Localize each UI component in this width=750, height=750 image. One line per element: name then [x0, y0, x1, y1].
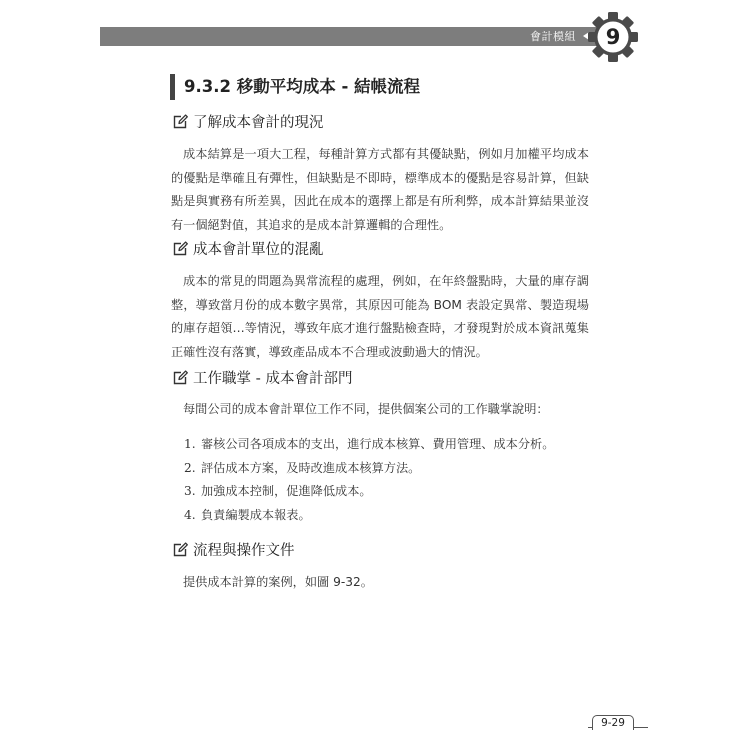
- list-item: [184, 433, 554, 457]
- paragraph-line: 有一個絕對值，其追求的是成本計算邏輯的合理性。: [171, 217, 452, 232]
- subheading-label: 了解成本會計的現況: [193, 115, 324, 131]
- paragraph-process-docs: [171, 571, 589, 595]
- edit-icon: [172, 370, 188, 386]
- header-bar: [100, 27, 598, 46]
- edit-icon: [172, 114, 188, 130]
- list-number: 2.: [184, 460, 196, 475]
- paragraph-line: 成本的常見的問題為異常流程的處理，例如，在年終盤點時，大量的庫存調: [183, 274, 589, 288]
- list-number: 1.: [184, 437, 196, 451]
- subheading-job-duties: [172, 369, 352, 389]
- list-text: 審核公司各項成本的支出，進行成本核算、費用管理、成本分析。: [201, 437, 555, 451]
- module-label: 會計模組: [530, 30, 576, 43]
- paragraph-line: 點是與實務有所差異，因此在成本的選擇上都是有所利弊，成本計算結果並沒: [171, 194, 589, 208]
- subheading-label: 流程與操作文件: [193, 543, 295, 559]
- subheading-label: 成本會計單位的混亂: [193, 242, 324, 258]
- list-text: 加強成本控制，促進降低成本。: [201, 484, 372, 498]
- paragraph-line: 成本結算是一項大工程，每種計算方式都有其優缺點，例如月加權平均成本: [183, 147, 589, 161]
- paragraph-line: 提供成本計算的案例，如圖 9-32。: [183, 575, 373, 589]
- edit-icon: [172, 542, 188, 558]
- paragraph-line: 整，導致當月份的成本數字異常，其原因可能為 BOM 表設定異常、製造現場: [171, 297, 589, 312]
- subheading-process-docs: [172, 541, 295, 561]
- paragraph-line: 每間公司的成本會計單位工作不同，提供個案公司的工作職掌說明：: [183, 402, 549, 416]
- list-number: 3.: [184, 484, 196, 498]
- list-item: [184, 504, 554, 528]
- subheading-current-status: [172, 113, 324, 133]
- list-item: [184, 457, 554, 481]
- list-number: 4.: [184, 507, 196, 522]
- paragraph-line: 正確性沒有落實，導致產品成本不合理或波動過大的情況。: [171, 344, 488, 359]
- list-text: 評估成本方案，及時改進成本核算方法。: [201, 460, 421, 475]
- edit-icon: [172, 241, 188, 257]
- paragraph-line: 的庫存超領…等情況，導致年底才進行盤點檢查時，才發現對於成本資訊蒐集: [171, 321, 589, 335]
- subheading-label: 工作職掌 - 成本會計部門: [193, 371, 353, 387]
- paragraph-job-duties-intro: [171, 398, 589, 422]
- chapter-number: 9: [605, 25, 621, 49]
- paragraph-line: 的優點是準確且有彈性，但缺點是不即時，標準成本的優點是容易計算，但缺: [171, 170, 589, 185]
- page-number: 9-29: [592, 715, 634, 730]
- subheading-unit-confusion: [172, 240, 324, 260]
- section-title: 9.3.2 移動平均成本 - 結帳流程: [170, 74, 420, 100]
- job-duties-list: [184, 433, 554, 527]
- list-text: 負責編製成本報表。: [201, 507, 311, 522]
- paragraph-unit-confusion: [171, 270, 589, 364]
- paragraph-current-status: [171, 143, 589, 237]
- list-item: [184, 480, 554, 504]
